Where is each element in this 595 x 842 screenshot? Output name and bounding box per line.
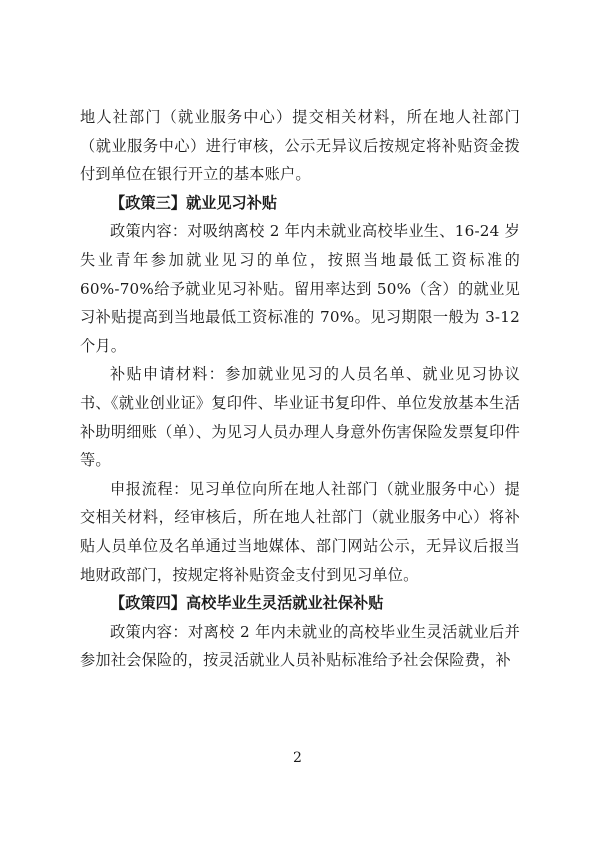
document-body	[80, 103, 520, 675]
policy-three-heading: 【政策三】就业见习补贴	[110, 193, 278, 212]
policy-four-content: 政策内容：对离校 2 年内未就业的高校毕业生灵活就业后并参加社会保险的，按灵活就业人员补贴标准给予社会保险费，补	[80, 622, 520, 670]
page-number: 2	[293, 750, 302, 766]
policy-three-content: 政策内容：对吸纳离校 2 年内未就业高校毕业生、16-24 岁失业青年参加就业见习的单位，按照当地最低工资标准的 60%-70%给予就业见习补贴。留用率达到 50%（含）的就业见习补贴提高到当地最低工资标准的 70%。见习期限一般为 3-12 个月。	[80, 222, 520, 355]
paragraph-continuation: 地人社部门（就业服务中心）提交相关材料，所在地人社部门（就业服务中心）进行审核，公示无异议后按规定将补贴资金拨付到单位在银行开立的基本账户。	[80, 108, 520, 184]
policy-three-process: 申报流程：见习单位向所在地人社部门（就业服务中心）提交相关材料，经审核后，所在地人社部门（就业服务中心）将补贴人员单位及名单通过当地媒体、部门网站公示，无异议后报当地财政部门，按规定将补贴资金支付到见习单位。	[80, 479, 520, 584]
policy-four-heading: 【政策四】高校毕业生灵活就业社保补贴	[110, 594, 384, 613]
policy-three-materials: 补贴申请材料：参加就业见习的人员名单、就业见习协议书、《就业创业证》复印件、毕业证书复印件、单位发放基本生活补助明细账（单）、为见习人员办理人身意外伤害保险发票复印件等。	[80, 365, 520, 470]
